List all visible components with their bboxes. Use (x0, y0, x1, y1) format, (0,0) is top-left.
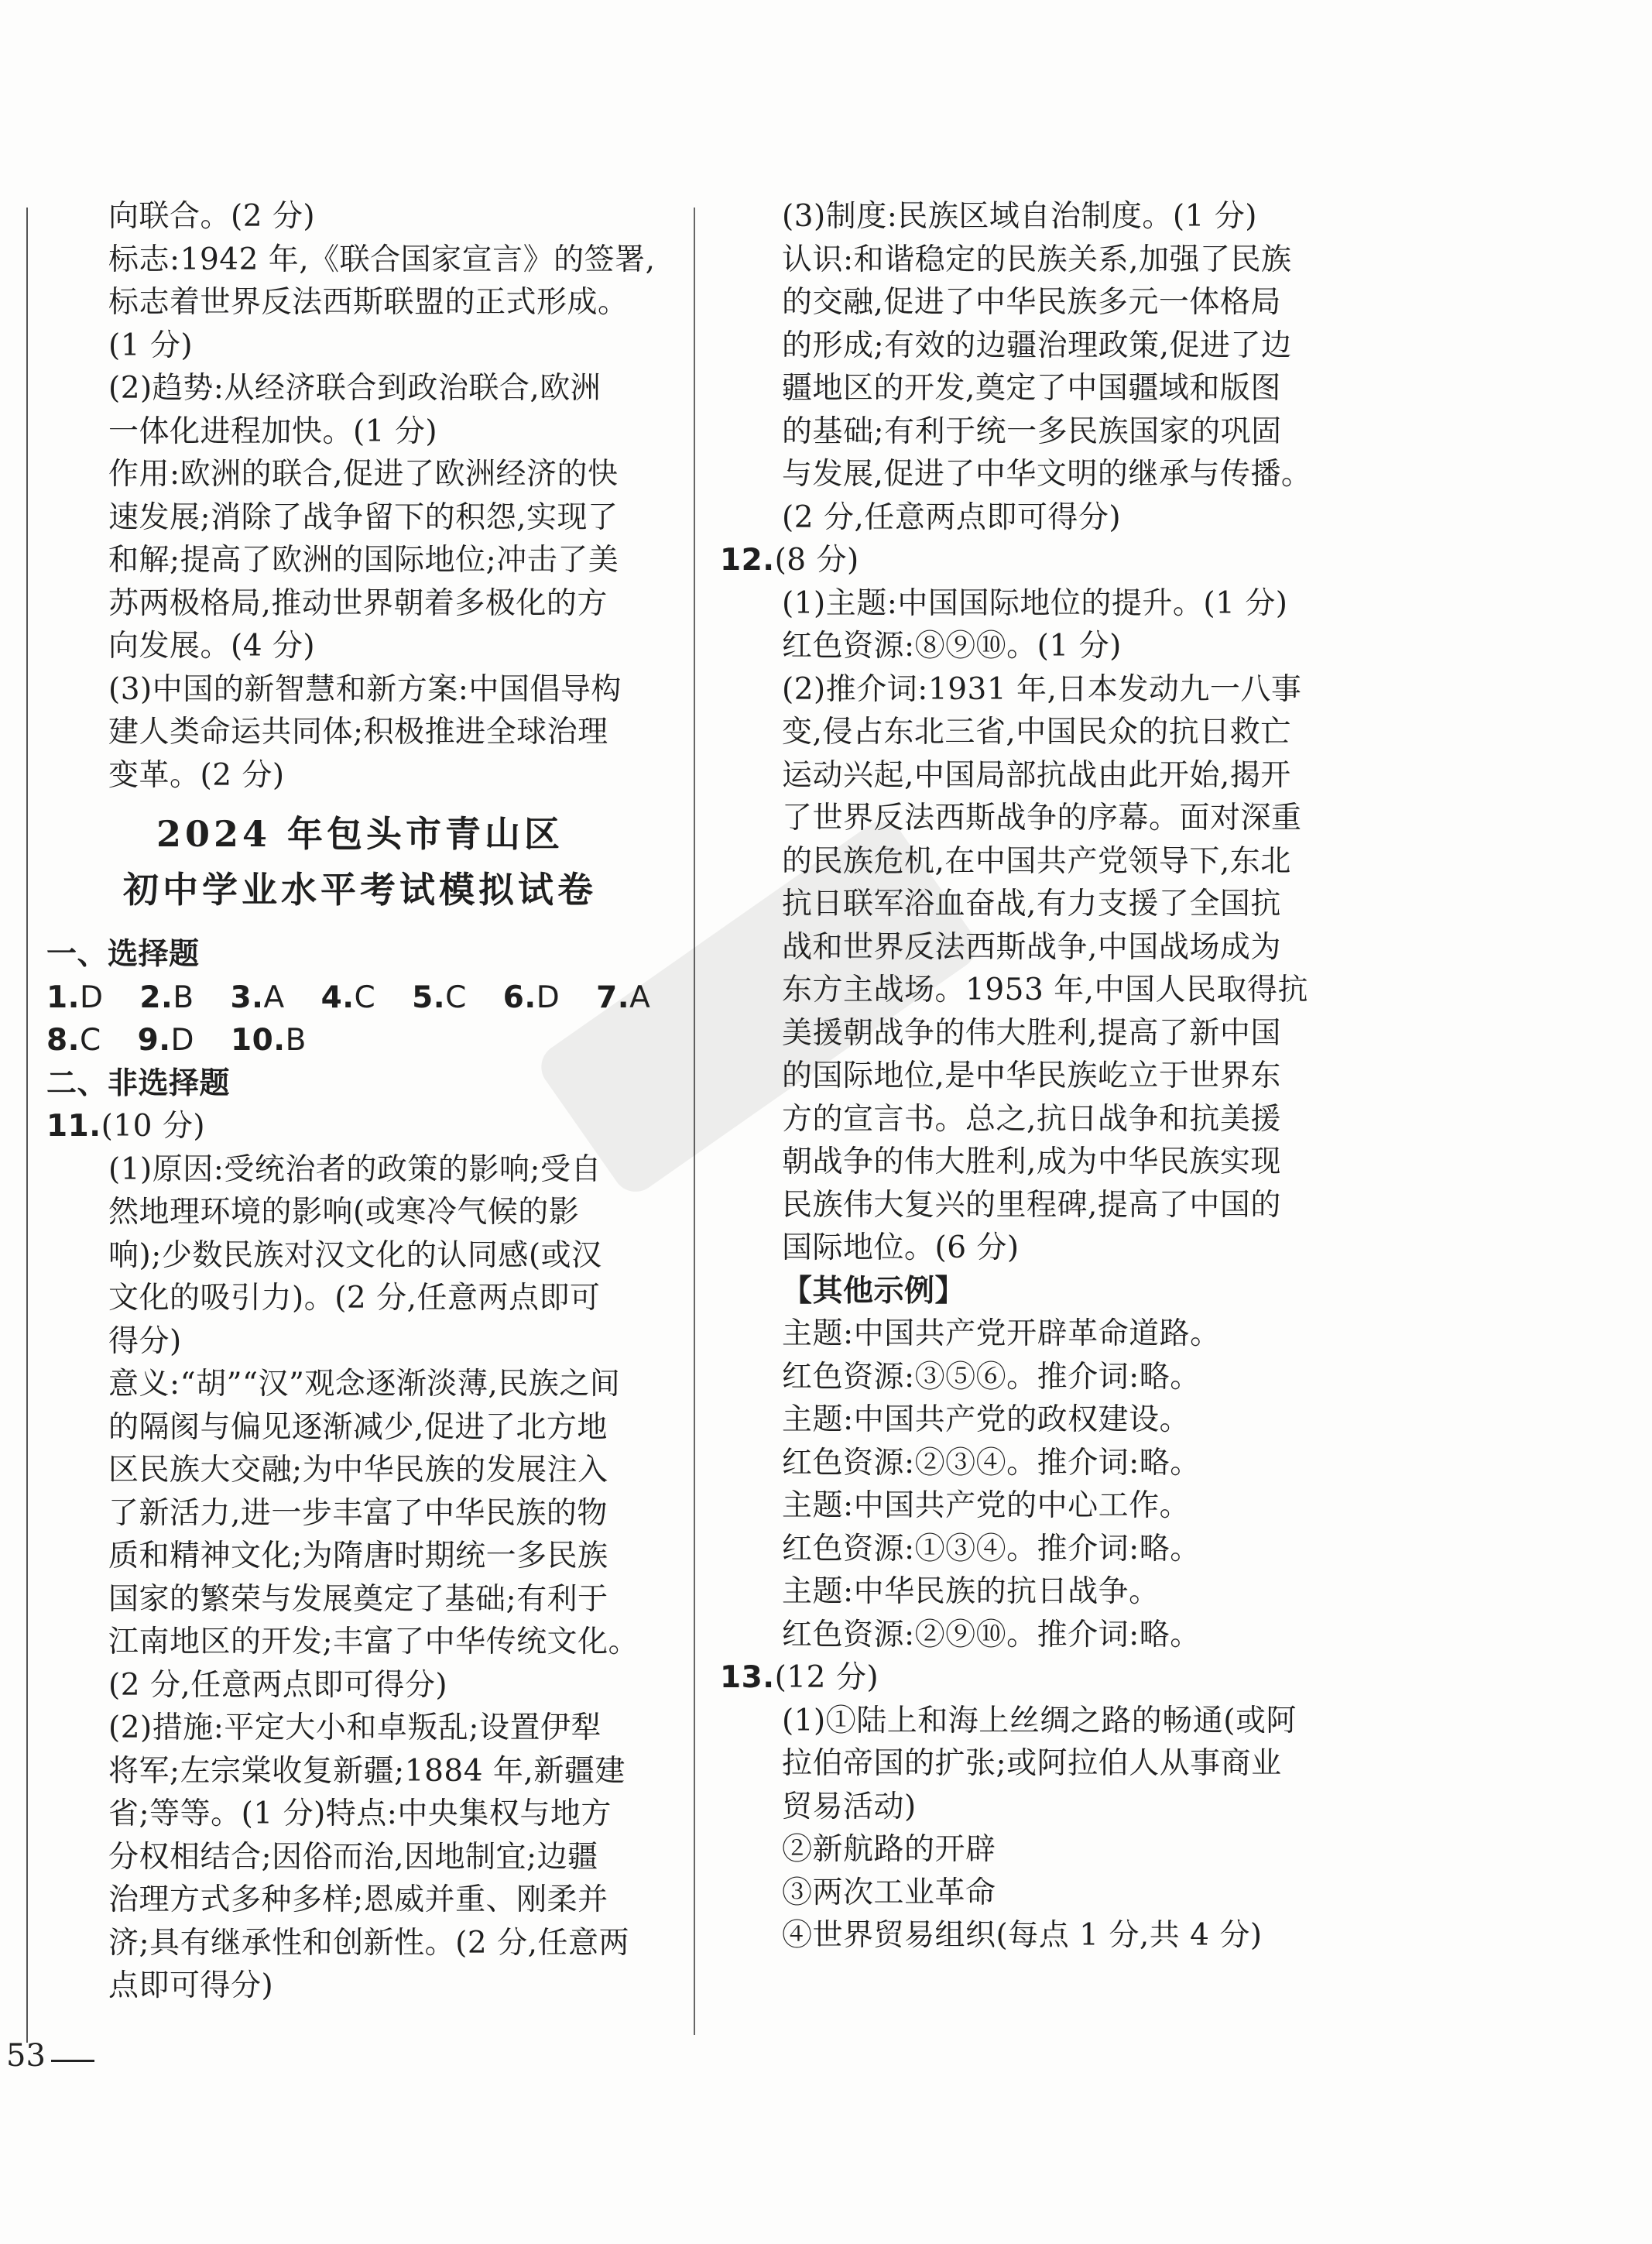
page-number-rule (51, 2060, 94, 2062)
text-line: 主题:中华民族的抗日战争。 (782, 1574, 1160, 1609)
choice-answer: 4.C (320, 980, 376, 1015)
text-line: 的国际地位,是中华民族屹立于世界东 (782, 1059, 1281, 1093)
page-number: 53 (6, 2038, 46, 2074)
text-line: (1)原因:受统治者的政策的影响;受自 (108, 1151, 602, 1187)
section-heading-choice: 一、选择题 (46, 937, 200, 972)
text-line: 了新活力,进一步丰富了中华民族的物 (108, 1495, 608, 1531)
text-line: (2)推介词:1931 年,日本发动九一八事 (782, 671, 1302, 707)
text-line: 区民族大交融;为中华民族的发展注入 (108, 1453, 608, 1487)
text-line: (2)措施:平定大小和卓叛乱;设置伊犁 (108, 1710, 602, 1745)
exam-title-line1: 2024 年包头市青山区 (156, 813, 564, 855)
text-line: 变,侵占东北三省,中国民众的抗日救亡 (782, 715, 1291, 750)
text-line: 变革。(2 分) (108, 757, 285, 793)
text-line: 的形成;有效的边疆治理政策,促进了边 (782, 328, 1292, 363)
text-line: ③两次工业革命 (782, 1875, 996, 1910)
text-line: 国家的繁荣与发展奠定了基础;有利于 (108, 1581, 608, 1617)
text-line: 朝战争的伟大胜利,成为中华民族实现 (782, 1144, 1281, 1179)
text-line: 一体化进程加快。(1 分) (108, 413, 438, 449)
left-column (46, 195, 673, 2008)
choice-answer: 2.B (139, 980, 194, 1015)
left-top-block (46, 195, 673, 797)
text-line: 建人类命运共同体;积极推进全球治理 (108, 715, 608, 750)
choice-answer: 9.D (137, 1023, 195, 1058)
text-line: (1 分) (108, 328, 194, 363)
text-line: 点即可得分) (108, 1968, 274, 2003)
text-line: 战和世界反法西斯战争,中国战场成为 (782, 929, 1281, 965)
text-line: 然地理环境的影响(或寒冷气候的影 (108, 1195, 580, 1230)
text-line: 向发展。(4 分) (108, 629, 316, 664)
choice-answer: 1.D (46, 980, 104, 1015)
text-line: ④世界贸易组织(每点 1 分,共 4 分) (782, 1918, 1263, 1953)
other-examples-body (720, 1312, 1347, 1656)
text-line: 方的宣言书。总之,抗日战争和抗美援 (782, 1101, 1281, 1137)
text-line: 作用:欧洲的联合,促进了欧洲经济的快 (108, 457, 619, 492)
choice-answers-row-1 (46, 976, 673, 1020)
text-line: 质和精神文化;为隋唐时期统一多民族 (108, 1539, 608, 1573)
text-line: ②新航路的开辟 (782, 1832, 996, 1867)
text-line: 疆地区的开发,奠定了中国疆域和版图 (782, 371, 1281, 406)
text-line: 江南地区的开发;丰富了中华传统文化。 (108, 1625, 639, 1659)
text-line: (3)制度:民族区域自治制度。(1 分) (782, 199, 1258, 234)
text-line: (2 分,任意两点即可得分) (108, 1667, 448, 1703)
text-line: 红色资源:②③④。推介词:略。 (782, 1445, 1201, 1481)
text-line: 省;等等。(1 分)特点:中央集权与地方 (108, 1796, 612, 1831)
text-line: 红色资源:③⑤⑥。推介词:略。 (782, 1359, 1201, 1395)
text-line: 主题:中国共产党的中心工作。 (782, 1488, 1191, 1523)
text-line: 速发展;消除了战争留下的积怨,实现了 (108, 499, 619, 535)
text-line: 将军;左宗棠收复新疆;1884 年,新疆建 (108, 1753, 625, 1789)
text-line: 东方主战场。1953 年,中国人民取得抗 (782, 973, 1309, 1007)
right-top-block (720, 195, 1347, 539)
text-line: 标志:1942 年,《联合国家宣言》的签署, (108, 242, 656, 277)
text-line: 拉伯帝国的扩张;或阿拉伯人从事商业 (782, 1746, 1282, 1781)
choice-answer: 6.D (502, 980, 560, 1015)
question-12-body (720, 582, 1347, 1270)
text-line: (1)主题:中国国际地位的提升。(1 分) (782, 585, 1288, 621)
text-line: 的民族危机,在中国共产党领导下,东北 (782, 843, 1291, 879)
text-line: 得分) (108, 1323, 182, 1359)
text-line: 红色资源:①③④。推介词:略。 (782, 1531, 1201, 1566)
text-line: 的隔阂与偏见逐渐减少,促进了北方地 (108, 1409, 608, 1445)
text-line: (1)①陆上和海上丝绸之路的畅通(或阿 (782, 1703, 1297, 1738)
text-line: 运动兴起,中国局部抗战由此开始,揭开 (782, 757, 1291, 793)
question-score: (12 分) (774, 1660, 879, 1695)
exam-title-line2: 初中学业水平考试模拟试卷 (123, 869, 597, 911)
choice-answers-row-2 (46, 1019, 673, 1062)
text-line: 主题:中国共产党的政权建设。 (782, 1402, 1191, 1437)
text-line: 和解;提高了欧洲的国际地位;冲击了美 (108, 543, 619, 578)
question-13-header (720, 1656, 1347, 1700)
text-line: 民族伟大复兴的里程碑,提高了中国的 (782, 1187, 1281, 1223)
question-11-body (46, 1148, 673, 2008)
choice-answer: 8.C (46, 1023, 101, 1058)
right-column (720, 195, 1347, 1957)
other-examples-title: 【其他示例】 (782, 1273, 966, 1309)
question-number: 11. (46, 1109, 101, 1144)
text-line: 认识:和谐稳定的民族关系,加强了民族 (782, 242, 1292, 277)
text-line: 与发展,促进了中华文明的继承与传播。 (782, 457, 1312, 492)
text-line: 标志着世界反法西斯联盟的正式形成。 (108, 285, 629, 320)
text-line: 治理方式多种多样;恩威并重、刚柔并 (108, 1882, 608, 1917)
text-line: 抗日联军浴血奋战,有力支援了全国抗 (782, 887, 1281, 921)
choice-answer: 5.C (412, 980, 467, 1015)
text-line: 贸易活动) (782, 1789, 917, 1824)
question-score: (10 分) (101, 1109, 206, 1144)
text-line: 了世界反法西斯战争的序幕。面对深重 (782, 801, 1302, 835)
text-line: 美援朝战争的伟大胜利,提高了新中国 (782, 1015, 1281, 1051)
question-11-header (46, 1105, 673, 1148)
text-line: 主题:中国共产党开辟革命道路。 (782, 1316, 1221, 1351)
text-line: (2)趋势:从经济联合到政治联合,欧洲 (108, 371, 602, 406)
text-line: 文化的吸引力)。(2 分,任意两点即可 (108, 1281, 601, 1316)
text-line: 向联合。(2 分) (108, 199, 316, 234)
text-line: 红色资源:⑧⑨⑩。(1 分) (782, 629, 1122, 664)
text-line: 济;具有继承性和创新性。(2 分,任意两 (108, 1925, 629, 1961)
question-score: (8 分) (774, 543, 859, 578)
text-line: 分权相结合;因俗而治,因地制宜;边疆 (108, 1839, 598, 1875)
question-13-body (720, 1700, 1347, 1957)
text-line: 国际地位。(6 分) (782, 1230, 1020, 1265)
text-line: (2 分,任意两点即可得分) (782, 499, 1122, 535)
section-heading-nonchoice: 二、非选择题 (46, 1065, 231, 1101)
text-line: 的基础;有利于统一多民族国家的巩固 (782, 413, 1282, 449)
text-line: 响);少数民族对汉文化的认同感(或汉 (108, 1237, 602, 1273)
text-line: 苏两极格局,推动世界朝着多极化的方 (108, 585, 608, 621)
choice-answer: 7.A (596, 980, 651, 1015)
choice-answer: 3.A (230, 980, 285, 1015)
text-line: 红色资源:②⑨⑩。推介词:略。 (782, 1617, 1201, 1652)
question-12-header (720, 539, 1347, 582)
text-line: 的交融,促进了中华民族多元一体格局 (782, 285, 1281, 320)
text-line: 意义:“胡”“汉”观念逐渐淡薄,民族之间 (108, 1367, 621, 1402)
text-line: (3)中国的新智慧和新方案:中国倡导构 (108, 671, 622, 707)
choice-answer: 10.B (230, 1023, 307, 1058)
question-number: 13. (720, 1660, 775, 1695)
left-margin-rule (26, 208, 28, 2043)
question-number: 12. (720, 543, 775, 578)
